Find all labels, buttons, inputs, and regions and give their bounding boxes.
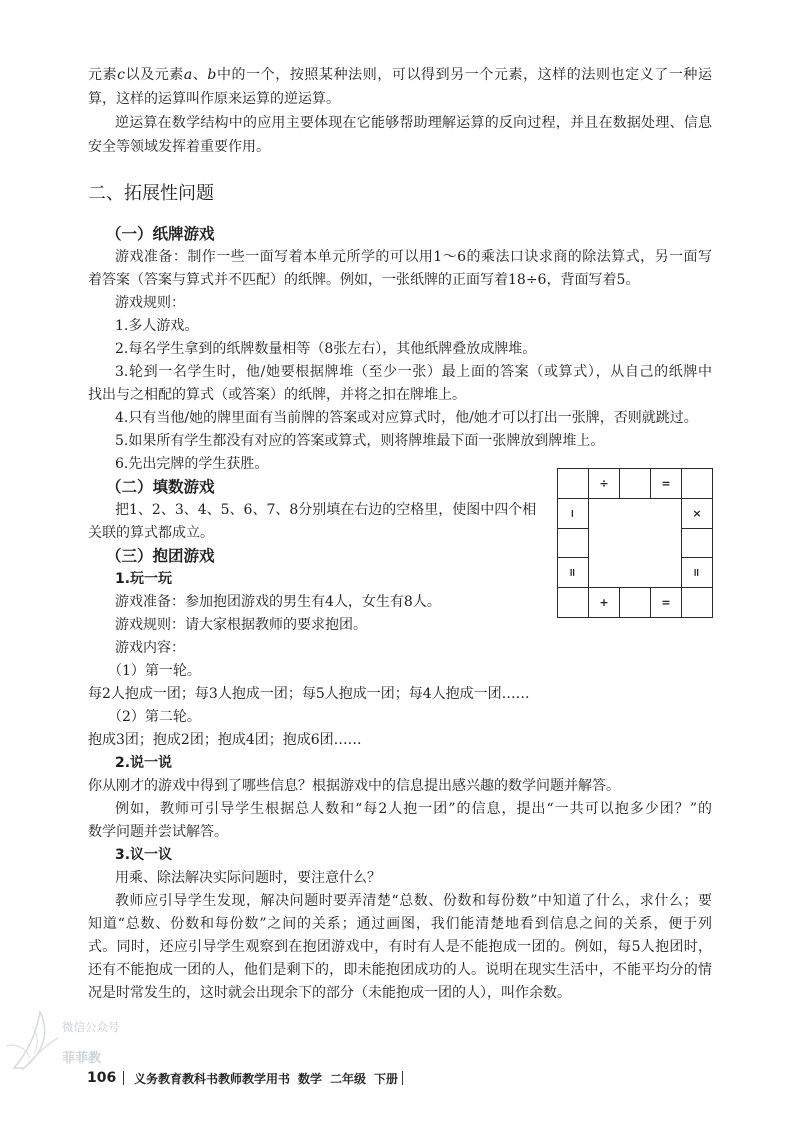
watermark-logo-icon [2,1006,66,1076]
page-number: 106 [87,1070,117,1086]
fill-number-grid [557,468,713,618]
talk-example-line: 例如，教师可引导学生根据总人数和“每2人抱一团”的信息，提出“一共可以抱多少团？”的 [115,801,712,817]
minus-symbol: − [566,508,580,518]
paragraph-line: 逆运算在数学结构中的应用主要体现在它能够帮助理解运算的反向过程，并且在数据处理、信息 [115,115,712,131]
equals-symbol: = [566,568,580,578]
card-game-rule-1: 1.多人游戏。 [115,318,199,334]
grid-blank-cell [682,588,713,618]
fill-number-instruction-line: 把1、2、3、4、5、6、7、8分别填在右边的空格里，使图中四个相 [115,502,537,518]
watermark-account-label: 微信公众号 [62,1020,120,1034]
card-game-rule-6: 6.先出完牌的学生获胜。 [115,456,269,472]
book-grade: 二年级 [330,1071,367,1086]
grid-divide-sign [589,469,620,499]
talk-example-line: 数学问题并尝试解答。 [88,824,228,840]
paragraph-line [88,63,712,87]
paragraph-line: 安全等领域发挥着重要作用。 [88,139,270,155]
fill-number-game-title: （二）填数游戏 [106,478,215,496]
grid-blank-cell [620,469,651,499]
grid-blank-cell [558,469,589,499]
inverse-operation-paragraph-1 [88,63,712,111]
card-game-preparation-line: 着答案（答案与算式并不匹配）的纸牌。例如，一张纸牌的正面写着18÷6，背面写着5。 [88,272,640,288]
card-game-section [88,223,712,476]
play-rules: 游戏规则：请大家根据教师的要求抱团。 [115,617,367,633]
discuss-explanation-line: 况是时常发生的，这时就会出现余下的部分（未能抱成一团的人），叫作余数。 [88,985,571,1001]
card-game-preparation-line: 游戏准备：制作一些一面写着本单元所学的可以用1～6的乘法口诀求商的除法算式，另一面写 [115,249,712,265]
page-footer [87,1069,403,1087]
discuss-explanation-line: 知道“总数、份数和每份数”之间的关系；通过画图，我们能清楚地看到信息之间的关系，便于列 [88,916,712,932]
card-game-rule-4: 4.只有当他/她的牌里面有当前牌的答案或对应算式时，他/她才可以打出一张牌，否则就跳过。 [115,410,698,426]
talk-heading: 2.说一说 [115,755,173,771]
footer-divider [402,1071,403,1085]
variable-c: c [117,67,125,83]
section-heading: 二、拓展性问题 [88,183,214,204]
discuss-explanation-line: 教师应引导学生发现，解决问题时要弄清楚“总数、份数和每份数”中知道了什么，求什么；要 [115,893,712,909]
discuss-question: 用乘、除法解决实际问题时，要注意什么？ [115,870,381,886]
play-preparation: 游戏准备：参加抱团游戏的男生有4人，女生有8人。 [115,594,441,610]
grid-equals-sign [651,588,682,618]
divide-symbol: ÷ [599,476,609,490]
card-game-rule-2: 2.每名学生拿到的纸牌数量相等（8张左右），其他纸牌叠放成牌堆。 [115,341,537,357]
play-heading: 1.玩一玩 [115,571,173,587]
inverse-operation-paragraph-2 [88,111,712,159]
equals-symbol: = [661,596,671,610]
card-game-rule-5: 5.如果所有学生都没有对应的答案或算式，则将牌堆最下面一张牌放到牌堆上。 [115,433,605,449]
group-game-title: （三）抱团游戏 [106,547,215,565]
grid-blank-cell [558,588,589,618]
text-run: 、 [192,67,208,83]
paragraph-line: 算，这样的运算叫作原来运算的逆运算。 [88,91,340,107]
discuss-heading: 3.议一议 [115,847,173,863]
round-2-label: （2）第二轮。 [108,709,201,725]
talk-question: 你从刚才的游戏中得到了哪些信息？根据游戏中的信息提出感兴趣的数学问题并解答。 [88,778,620,794]
book-volume: 下册 [374,1071,399,1086]
fill-number-instruction-line: 关联的算式都成立。 [88,525,214,541]
grid-center-area [589,499,682,588]
discuss-explanation-line: 还有不能抱成一团的人，他们是剩下的，即未能抱团成功的人。说明在现实生活中，不能平均分的情 [88,962,712,978]
plus-symbol: + [599,596,609,610]
footer-divider [123,1071,124,1085]
grid-equals-sign [682,558,713,588]
grid-blank-cell [558,529,589,559]
watermark-name: 菲菲教 [62,1051,102,1066]
play-content-label: 游戏内容： [115,640,185,656]
times-symbol: × [692,506,702,520]
grid-blank-cell [682,469,713,499]
grid-plus-sign [589,588,620,618]
book-subject: 数学 [298,1071,323,1086]
round-2-text: 抱成3团；抱成2团；抱成4团；抱成6团…… [88,732,362,748]
text-run: 中的一个，按照某种法则，可以得到另一个元素，这样的法则也定义了一种运 [216,67,713,83]
round-1-text: 每2人抱成一团；每3人抱成一团；每5人抱成一团；每4人抱成一团…… [88,686,530,702]
grid-minus-sign [558,499,589,529]
text-run: 以及元素 [125,67,184,83]
equals-symbol: = [690,568,704,578]
grid-blank-cell [682,529,713,559]
grid-times-sign [682,499,713,529]
card-game-rule-3: 3.轮到一名学生时，他/她要根据牌堆（至少一张）最上面的答案（或算式），从自己的纸牌中 [115,364,712,380]
discuss-explanation-line: 式。同时，还应引导学生观察到在抱团游戏中，有时有人是不能抱成一团的。例如，每5人抱团时， [88,939,712,955]
variable-b: b [207,67,217,83]
text-run: 元素 [88,67,118,83]
card-game-rules-label: 游戏规则： [115,295,185,311]
equals-symbol: = [661,476,671,490]
card-game-rule-3-continued: 找出与之相配的算式（或答案）的纸牌，并将之扣在牌堆上。 [88,387,466,403]
round-1-label: （1）第一轮。 [108,663,201,679]
book-series-title: 义务教育教科书教师教学用书 [134,1071,291,1086]
grid-blank-cell [620,588,651,618]
card-game-title: （一）纸牌游戏 [106,225,215,243]
grid-equals-sign [558,558,589,588]
grid-equals-sign [651,469,682,499]
variable-a: a [183,67,193,83]
